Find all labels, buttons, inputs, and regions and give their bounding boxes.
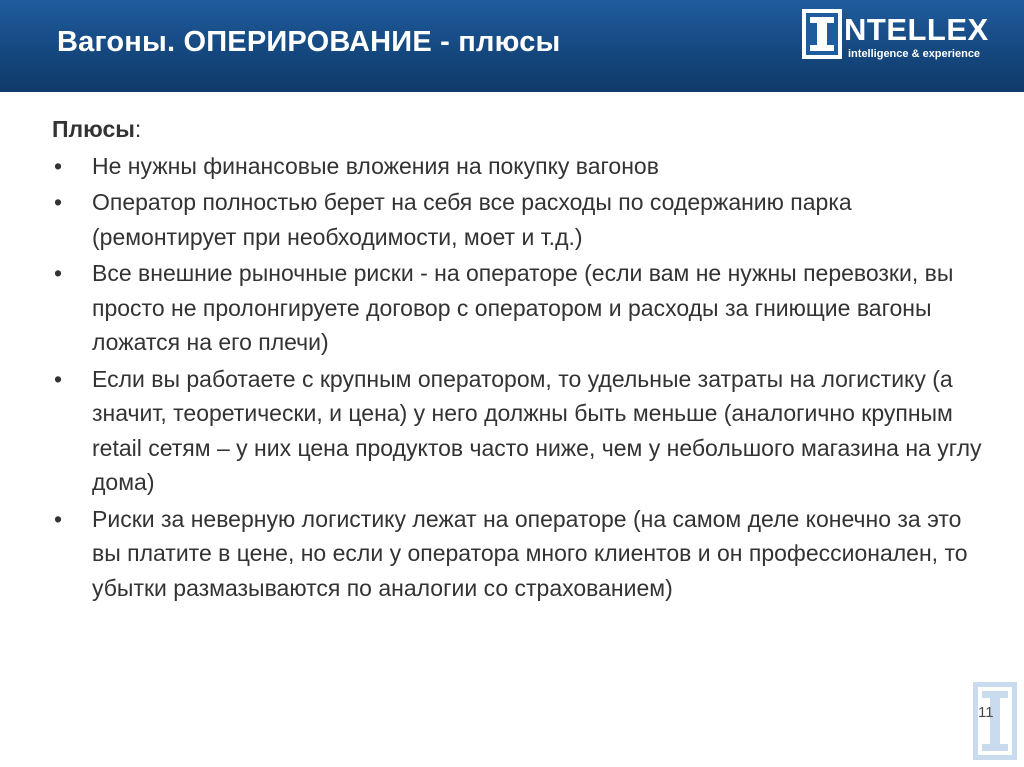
bullet-dot: • — [54, 152, 63, 179]
bullet-item — [52, 185, 982, 254]
heading-suffix: : — [134, 116, 142, 142]
intellex-corner-icon — [970, 680, 1020, 762]
bullet-dot: • — [54, 365, 63, 392]
bullet-dot: • — [54, 189, 63, 215]
intellex-logo-mark — [800, 6, 1016, 68]
heading-label: Плюсы — [52, 116, 135, 142]
bullet-dot: • — [54, 260, 63, 286]
section-heading — [52, 112, 982, 147]
intellex-logo — [800, 6, 1016, 68]
bullet-item — [52, 362, 982, 500]
bullet-text: Риски за неверную логистику лежат на операторе (на самом деле конечно за это вы платите в цене, но если у оператора много клиентов и он профессионален, то убытки размазываются по аналогии со страхованием) — [92, 505, 968, 601]
bullet-item — [52, 502, 982, 606]
logo-tagline: intelligence & experience — [848, 48, 981, 60]
slide-title: Вагоны. ОПЕРИРОВАНИЕ - плюсы — [57, 26, 561, 58]
logo-brand: NTELLEX — [844, 12, 989, 47]
bullet-text: Оператор полностью берет на себя все расходы по содержанию парка (ремонтирует при необходимости, моет и т.д.) — [92, 189, 852, 250]
bullet-item — [52, 256, 982, 360]
bullet-list — [52, 149, 982, 606]
bullet-item — [52, 149, 982, 184]
bullet-text: Все внешние рыночные риски - на операторе (если вам не нужны перевозки, вы просто не пролонгируете договор с оператором и расходы за гниющие вагоны ложатся на его плечи) — [92, 260, 954, 355]
bullet-text: Если вы работаете с крупным оператором, то удельные затраты на логистику (а значит, теоретически, и цена) у него должны быть меньше (аналогично крупным retail сетям – у них цена продуктов часто ниже, чем у небольшого магазина на углу дома) — [92, 365, 982, 495]
bullet-dot: • — [54, 505, 63, 532]
slide-header — [0, 0, 1024, 92]
slide-body — [52, 112, 982, 605]
page-number: 11 — [978, 704, 994, 721]
bullet-text: Не нужны финансовые вложения на покупку вагонов — [92, 152, 659, 179]
